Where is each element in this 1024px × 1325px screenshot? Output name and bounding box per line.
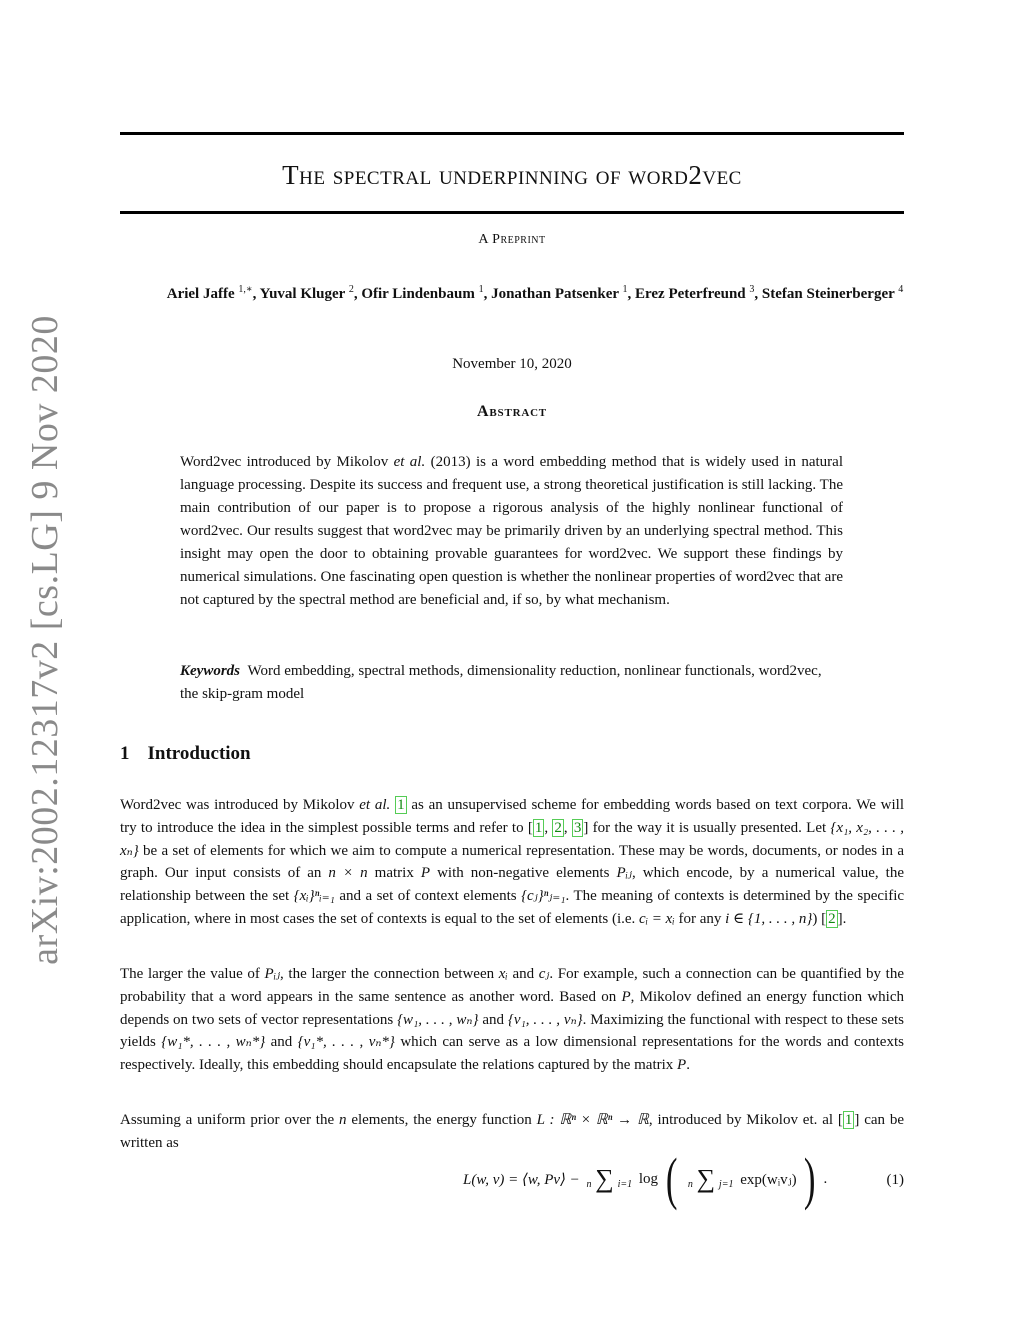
equation-lhs: L(w, v) = ⟨w, Pv⟩ − <box>463 1171 580 1188</box>
author-list: Ariel Jaffe $^{1,∗}$, Yuval Kluger $^2$, Ofir Lindenbaum $^1$, Jonathan Patsenker $^1$, Erez Peterfreund $^3$, Stefan Steinerberger $^4$ <box>166 284 904 302</box>
abstract-run: Word2vec introduced by Mikolov <box>180 454 394 470</box>
inner-sum-upper: n <box>687 1179 693 1190</box>
author-affiliation: 1 <box>478 284 484 295</box>
author-name: Ofir Lindenbaum <box>361 286 475 302</box>
author-name: Yuval Kluger <box>259 286 346 302</box>
intro-paragraph-1: Word2vec was introduced by Mikolov et al. 1 as an unsupervised scheme for embedding words based on text corpora. We will try to introduce the idea in the simplest possible terms and refer to [ 1 , 2 , 3 ] for the way it is usually presented. Let {x₁, x₂, . . . , xₙ} be a set of elements for which we aim to compute a numerical representation. These may be words, documents, or nodes in a graph. Our input consists of an n × n matrix P with non-negative elements Pᵢⱼ, which encode, by a numerical value, the relationship between the set {xᵢ}ⁿᵢ₌₁ and a set of context elements {cⱼ}ⁿⱼ₌₁. The meaning of contexts is determined by the specific application, where in most cases the set of contexts is equal to the set of elements (i.e. cᵢ = xᵢ for any i ∈ {1, . . . , n}) [ 2 ]. <box>120 797 905 927</box>
section-heading-introduction <box>120 743 251 765</box>
arxiv-identifier: arXiv:2002.12317v2 [cs.LG] 9 Nov 2020 <box>24 315 66 965</box>
section-number: 1 <box>120 743 130 764</box>
close-paren: ) <box>804 1146 816 1211</box>
outer-sum-lower: i=1 <box>617 1179 633 1190</box>
open-paren: ( <box>665 1146 678 1211</box>
author-name: Ariel Jaffe <box>166 286 235 302</box>
author-affiliation: 1,∗ <box>238 284 253 295</box>
author-affiliation: 3 <box>749 284 755 295</box>
outer-sum-upper: n <box>586 1179 592 1190</box>
title-rule-top <box>120 132 904 135</box>
sum-symbol: ∑ <box>696 1164 716 1193</box>
intro-paragraph-3: Assuming a uniform prior over the n elements, the energy function L : ℝⁿ × ℝⁿ → ℝ, introduced by Mikolov et. al [ 1 ] can be written as <box>120 1112 905 1151</box>
arxiv-sidebar <box>0 0 90 1325</box>
citation-link[interactable]: 2 <box>554 819 562 836</box>
citation-link[interactable]: 1 <box>534 819 543 836</box>
preprint-label: A Preprint <box>478 232 546 247</box>
abstract-text <box>180 451 843 612</box>
title-rule-bottom <box>120 211 904 214</box>
intro-paragraph-2: The larger the value of Pᵢⱼ, the larger the connection between xᵢ and cⱼ. For example, such a connection can be quantified by the probability that a word appears in the same sentence as another word. Based on P, Mikolov defined an energy function which depends on two sets of vector representations {w₁, . . . , wₙ} and {v₁, . . . , vₙ}. Maximizing the functional with respect to these sets yields {w₁*, . . . , wₙ*} and {v₁*, . . . , vₙ*} which can serve as a low dimensional representations for the words and contexts respectively. Ideally, this embedding should encapsulate the relations captured by the matrix P. <box>120 966 904 1074</box>
abstract-run: (2013) is a word embedding method that is widely used in natural language processing. Despite its success and frequent use, a strong theoretical justification is still lacking. The main contribution of our paper is to propose a rigorous analysis of the highly nonlinear functional of word2vec. Our results suggest that word2vec may be primarily driven by an underlying spectral method. This insight may open the door to obtaining provable guarantees for word2vec. We support these findings by numerical simulations. One fascinating open question is whether the nonlinear properties of word2vec that are not captured by the spectral method are beneficial and, if so, by what mechanism. <box>180 454 843 608</box>
keywords-text: Word embedding, spectral methods, dimensionality reduction, nonlinear functionals, word2vec, the skip-gram model <box>180 663 822 702</box>
log-operator: log <box>638 1170 659 1187</box>
author-affiliation: 4 <box>898 284 904 295</box>
author-affiliation: 1 <box>622 284 628 295</box>
equation-period: . <box>823 1170 828 1187</box>
abstract-heading: Abstract <box>477 403 547 420</box>
inner-sum <box>688 1166 734 1192</box>
equation-body <box>463 1146 828 1214</box>
citation-link[interactable]: 1 <box>397 797 405 813</box>
author-affiliation: 2 <box>348 284 354 295</box>
equation-number: (1) <box>886 1172 904 1188</box>
paper-title: The spectral underpinning of word2vec <box>282 160 742 190</box>
keywords-label: Keywords <box>180 663 240 679</box>
publication-date: November 10, 2020 <box>452 356 572 372</box>
author-name: Erez Peterfreund <box>634 286 746 302</box>
author-name: Jonathan Patsenker <box>491 286 619 302</box>
section-title: Introduction <box>147 743 251 764</box>
sum-symbol: ∑ <box>595 1164 614 1193</box>
citation-link[interactable]: 1 <box>844 1112 853 1128</box>
exp-term: exp(wᵢvⱼ) <box>740 1171 797 1188</box>
outer-sum <box>587 1166 633 1192</box>
citation-link[interactable]: 2 <box>828 910 836 927</box>
abstract-et-al: et al. <box>393 454 426 470</box>
citation-link[interactable]: 3 <box>573 819 582 836</box>
equation-1 <box>120 1146 904 1214</box>
inner-sum-lower: j=1 <box>718 1179 734 1190</box>
keywords-block <box>180 660 843 706</box>
author-name: Stefan Steinerberger <box>761 286 895 302</box>
